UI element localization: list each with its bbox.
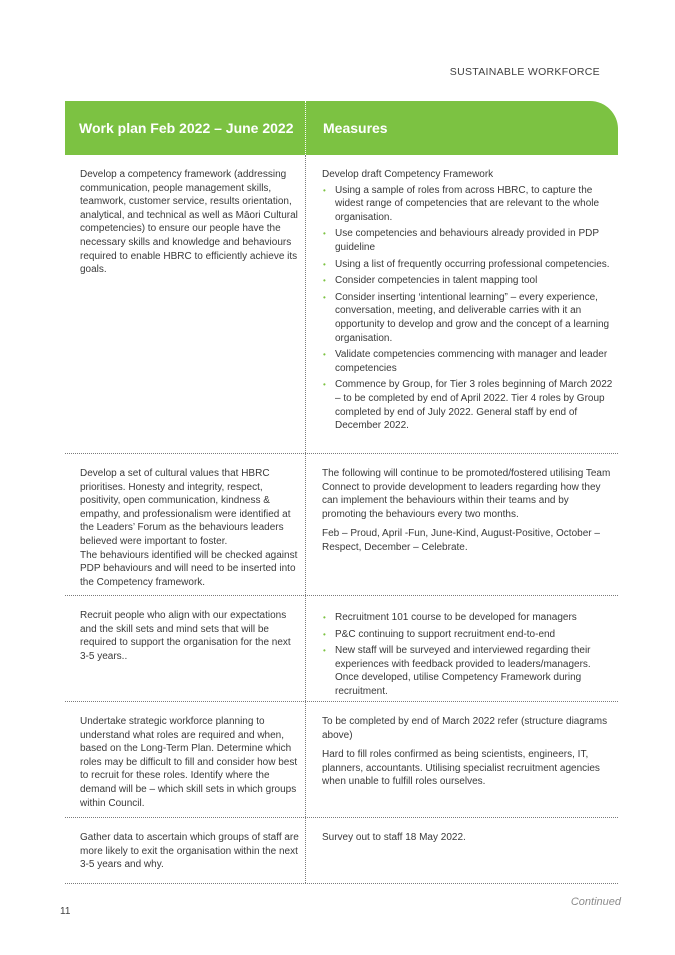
measures-text: Hard to fill roles confirmed as being scientists, engineers, IT, planners, accountants. Utilising specialist recruitment agencies when unable to fulfill roles ourselves. bbox=[322, 749, 600, 788]
measures-cell bbox=[306, 454, 618, 595]
measures-list bbox=[322, 184, 614, 433]
list-item: • Consider competencies in talent mapping tool bbox=[322, 274, 614, 288]
section-title: SUSTAINABLE WORKFORCE bbox=[449, 66, 600, 78]
table-header bbox=[65, 101, 618, 155]
list-item: • P&C continuing to support recruitment end-to-end bbox=[322, 628, 614, 642]
workplan-cell bbox=[65, 596, 306, 701]
workplan-cell bbox=[65, 155, 306, 453]
measures-cell bbox=[306, 596, 618, 701]
list-item: • Recruitment 101 course to be developed for managers bbox=[322, 611, 614, 625]
measures-text: Survey out to staff 18 May 2022. bbox=[322, 832, 466, 843]
table-row bbox=[65, 818, 618, 884]
workplan-text: Undertake strategic workforce planning to understand what roles are required and when, based on the Long-Term Plan. Determine which roles may be difficult to fill and consider how best to recruit for these roles. Identify where the demand will be – which skill sets in which groups within Council. bbox=[80, 716, 298, 809]
list-item: • Commence by Group, for Tier 3 roles beginning of March 2022 – to be completed by end of April 2022. Tier 4 roles by Group completed by end of July 2022. General staff by end of December 2022. bbox=[322, 378, 614, 432]
header-workplan-label: Work plan Feb 2022 – June 2022 bbox=[79, 120, 294, 136]
table-row bbox=[65, 155, 618, 454]
workplan-text: Gather data to ascertain which groups of staff are more likely to exit the organisation within the next 3-5 years and why. bbox=[80, 832, 299, 871]
workplan-cell bbox=[65, 702, 306, 817]
measures-text: Feb – Proud, April -Fun, June-Kind, August-Positive, October – Respect, December – Celebrate. bbox=[322, 528, 600, 553]
header-cell-workplan bbox=[65, 101, 306, 155]
measures-list bbox=[322, 611, 614, 699]
table-row bbox=[65, 454, 618, 596]
workplan-cell bbox=[65, 454, 306, 595]
header-cell-measures bbox=[306, 101, 618, 155]
list-item: • Consider inserting ‘intentional learning” – every experience, conversation, meeting, and deliverable carries with it an opportunity to develop and grow and the concept of a learning organisation. bbox=[322, 291, 614, 345]
workplan-text: Recruit people who align with our expectations and the skill sets and mind sets that will be required to support the organisation for the next 3-5 years.. bbox=[80, 610, 291, 662]
measures-text: To be completed by end of March 2022 refer (structure diagrams above) bbox=[322, 716, 608, 741]
table-row bbox=[65, 596, 618, 702]
measures-text: The following will continue to be promoted/fostered utilising Team Connect to provide development to leaders regarding how they can implement the behaviours within their teams and by promoting the behaviours every two months. bbox=[322, 468, 611, 520]
page-number: 11 bbox=[60, 906, 71, 917]
list-item: • Using a list of frequently occurring professional competencies. bbox=[322, 258, 614, 272]
measures-cell bbox=[306, 155, 618, 453]
list-item: • Use competencies and behaviours already provided in PDP guideline bbox=[322, 227, 614, 254]
workplan-cell bbox=[65, 818, 306, 883]
workplan-text: Develop a competency framework (addressing communication, people management skills, teamwork, customer service, results orientation, analytical, and technical as well as Māori Cultural competencies) to ensure our people have the necessary skills and knowledge and behaviours required to enable HBRC to efficiently achieve its goals. bbox=[80, 169, 298, 276]
measures-cell bbox=[306, 702, 618, 817]
header-measures-label: Measures bbox=[323, 120, 388, 136]
list-item: • Validate competencies commencing with manager and leader competencies bbox=[322, 348, 614, 375]
measures-text: Develop draft Competency Framework bbox=[322, 169, 494, 180]
table-row bbox=[65, 702, 618, 818]
continued-label: Continued bbox=[570, 896, 621, 908]
list-item: • New staff will be surveyed and interviewed regarding their experiences with feedback provided to leaders/managers. Once developed, utilise Competency Framework during recruitment. bbox=[322, 644, 614, 698]
measures-cell bbox=[306, 818, 618, 883]
workplan-text: Develop a set of cultural values that HBRC prioritises. Honesty and integrity, respect, positivity, open communication, kindness & empathy, and professionalism were identified at the Leaders’ Forum as the behaviours leaders believed were important to foster. The behaviours identified will be checked against PDP behaviours and will need to be inserted into the Competency framework. bbox=[80, 468, 298, 588]
list-item: • Using a sample of roles from across HBRC, to capture the widest range of competencies that are relevant to the whole organisation. bbox=[322, 184, 614, 225]
workplan-table bbox=[65, 101, 618, 884]
